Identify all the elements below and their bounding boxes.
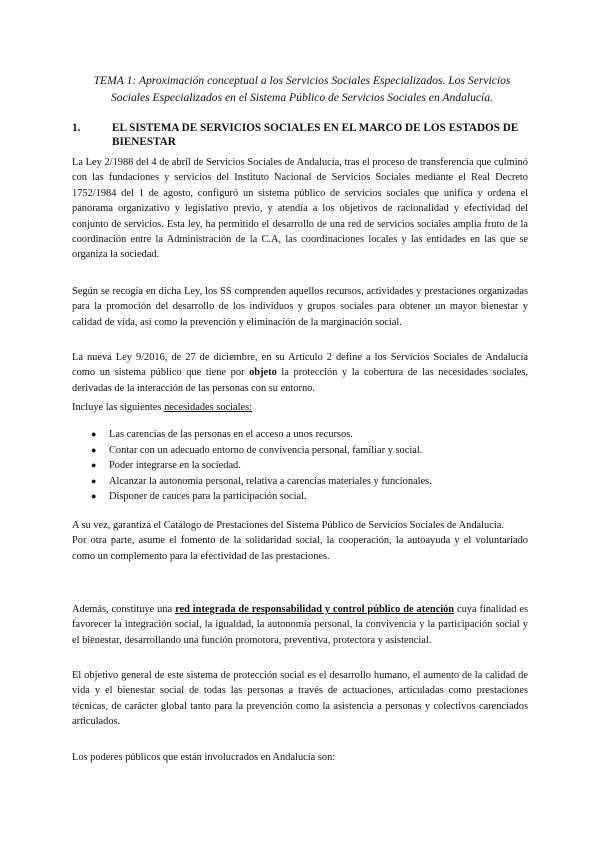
paragraph-catalogo-line-2: Por otra parte, asume el fomento de la solidaridad social, la cooperación, la autoayuda y el voluntariado como un complemento para la efectividad de las prestaciones.	[72, 535, 528, 562]
list-item	[72, 427, 528, 443]
bullet-icon: ●	[91, 429, 97, 439]
list-item	[72, 474, 528, 490]
paragraph-catalogo-line-1: A su vez, garantiza el Catálogo de Prestaciones del Sistema Público de Servicios Sociales de Andalucía.	[72, 520, 504, 531]
paragraph-poderes-publicos: Los poderes públicos que están involucrados en Andalucía son:	[72, 752, 336, 763]
section-heading-line-2: BIENESTAR	[112, 136, 176, 148]
bullet-icon: ●	[91, 475, 97, 486]
paragraph-red-text-b: cuya finalidad es favorecer la integración social, la igualdad, la autonomía personal, la convivencia y la participación social y el bienestar, desarrollando una función promotora, preventiva, protectora y asistencial.	[72, 604, 528, 646]
paragraph-ley-2016	[72, 350, 528, 396]
paragraph-catalogo	[72, 518, 528, 564]
necesidades-intro-text: Incluye las siguientes	[72, 402, 165, 413]
list-item	[72, 443, 528, 459]
section-heading-line-1: EL SISTEMA DE SERVICIOS SOCIALES EN EL MARCO DE LOS ESTADOS DE	[112, 122, 519, 134]
bullet-icon: ●	[91, 444, 97, 455]
paragraph-red-integrada	[72, 602, 528, 648]
paragraph-red-text-a: Además, constituye una	[72, 604, 176, 615]
paragraph-definicion-ss: Según se recogía en dicha Ley, los SS comprenden aquellos recursos, actividades y prestaciones organizadas para la promoción del desarrollo de los individuos y grupos sociales para obtener un mayor bienestar y calidad de vida, así como la prevención y eliminación de la marginación social.	[72, 286, 528, 328]
bullet-icon: ●	[91, 491, 97, 501]
bullet-icon: ●	[91, 460, 97, 470]
paragraph-objetivo-general: El objetivo general de este sistema de protección social es el desarrollo humano, el aumento de la calidad de vida y el bienestar social de todas las personas a través de actuaciones, articuladas como prestaciones técnicas, de carácter global tanto para la prevención como la asistencia a personas y colectivos carenciados articulados.	[72, 670, 528, 728]
section-heading	[72, 121, 542, 149]
paragraph-ley-2016-text-a: La nueva Ley 9/2016, de 27 de diciembre, en su Artículo 2 define a los Servicios Sociales de Andalucía como un sistema público que tiene por	[72, 352, 528, 379]
list-item-text: Contar con un adecuado entorno de convivencia personal, familiar y social.	[109, 444, 423, 456]
list-item-text: Las carencias de las personas en el acceso a unos recursos.	[109, 429, 353, 440]
objeto-bold-term: objeto	[249, 367, 277, 379]
necesidades-list	[72, 427, 528, 505]
list-item	[72, 489, 528, 505]
document-title-line-1: TEMA 1: Aproximación conceptual a los Servicios Sociales Especializados. Los Servicios	[93, 74, 511, 87]
section-number: 1.	[72, 122, 81, 134]
paragraph-necesidades-intro	[72, 400, 528, 415]
list-item-text: Alcanzar la autonomía personal, relativa a carencias materiales y funcionales.	[109, 475, 432, 487]
necesidades-sociales-underlined: necesidades sociales:	[164, 402, 253, 413]
document-title	[60, 72, 544, 106]
red-integrada-emphasis: red integrada de responsabilidad y control público de atención	[175, 604, 455, 615]
list-item-text: Poder integrarse en la sociedad.	[109, 460, 241, 471]
paragraph-ley-1988: La Ley 2/1988 del 4 de abril de Servicios Sociales de Andalucía, tras el proceso de transferencia que culminó con las fundaciones y servicios del Instituto Nacional de Servicios Sociales mediante el Real Decreto 1752/1984 del 1 de agosto, configuró un sistema público de servicios sociales que unifica y ordena el panorama organizativo y legislativo previo, y atendía a los objetivos de racionalidad y efectividad del conjunto de servicios. Esta ley, ha permitido el desarrollo de una red de servicios sociales amplia fruto de la coordinación entre la Administración de la C.A, las coordinaciones locales y las entidades en las que se organiza la sociedad.	[72, 157, 528, 261]
list-item-text: Disponer de cauces para la participación social.	[109, 491, 307, 502]
paragraph-ley-2016-text-b: la protección y la cobertura de las necesidades sociales, derivadas de la interacción de las personas con su entorno.	[72, 367, 528, 394]
document-title-line-2: Sociales Especializados en el Sistema Público de Servicios Sociales en Andalucía.	[111, 91, 493, 104]
list-item	[72, 458, 528, 474]
